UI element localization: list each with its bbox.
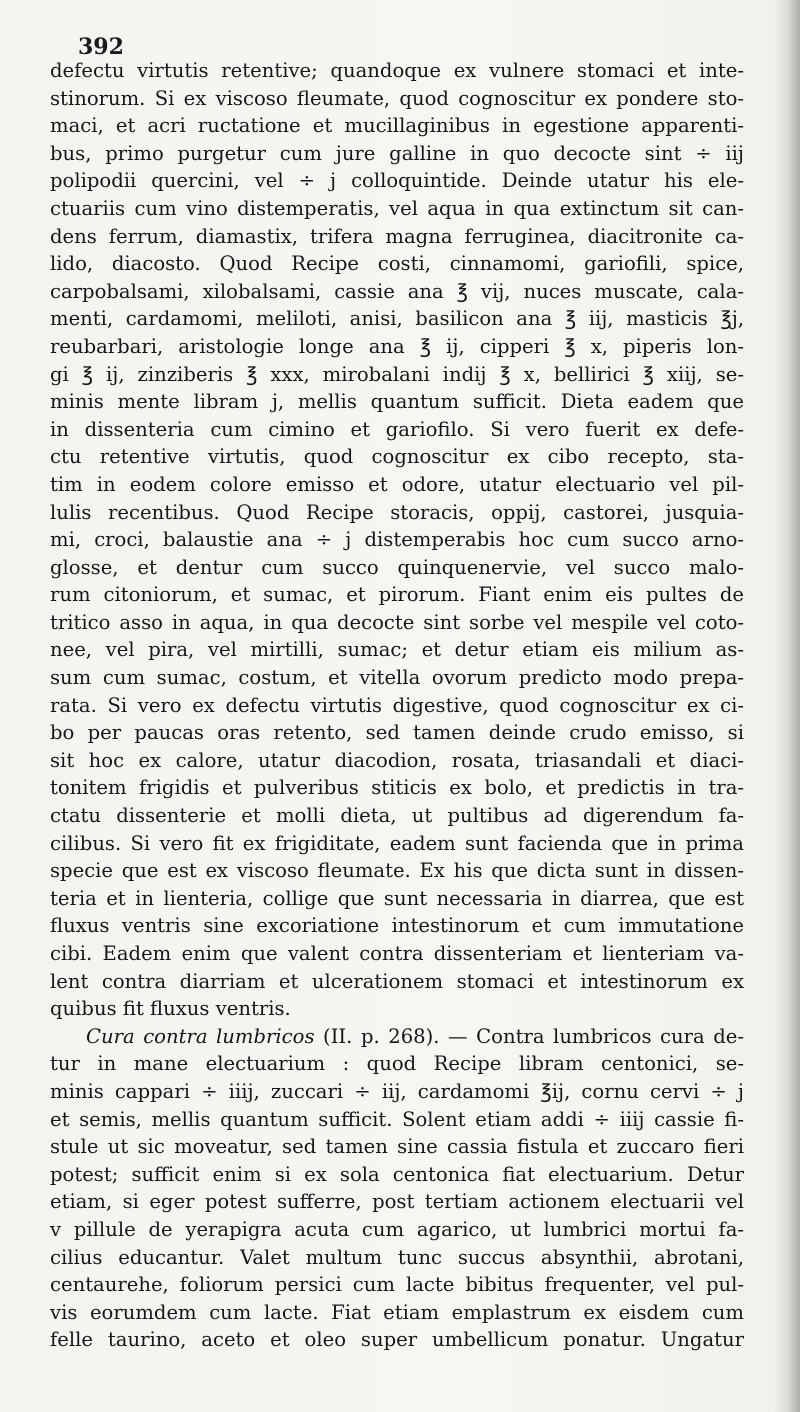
- text-line: fluxus ventris sine excoriatione intestinorum et cum immutatione: [50, 914, 744, 938]
- text-line: dens ferrum, diamastix, trifera magna ferruginea, diacitronite ca-: [50, 224, 744, 248]
- text-line: minis mente libram j, mellis quantum sufficit. Dieta eadem que: [50, 390, 744, 414]
- text-line: teria et in lienteria, collige que sunt necessaria in diarrea, que est: [50, 886, 744, 910]
- text-line: bo per paucas oras retento, sed tamen deinde crudo emisso, si: [50, 721, 744, 745]
- text-line: menti, cardamomi, meliloti, anisi, basilicon ana ℥ iij, masticis ℥j,: [50, 307, 744, 331]
- text-line: tritico asso in aqua, in qua decocte sint sorbe vel mespile vel coto-: [50, 610, 744, 634]
- text-line: centaurehe, foliorum persici cum lacte bibitus frequenter, vel pul-: [50, 1273, 744, 1297]
- text-line: quibus fit fluxus ventris.: [50, 997, 291, 1021]
- text-line: stule ut sic moveatur, sed tamen sine cassia fistula et zuccaro fieri: [50, 1135, 744, 1159]
- text-line: in dissenteria cum cimino et gariofilo. Si vero fuerit ex defe-: [50, 417, 744, 441]
- text-line: lent contra diarriam et ulcerationem stomaci et intestinorum ex: [50, 969, 744, 993]
- text-line: bus, primo purgetur cum jure galline in quo decocte sint ÷ iij: [50, 141, 744, 165]
- text-line: stinorum. Si ex viscoso fleumate, quod cognoscitur ex pondere sto-: [50, 86, 744, 110]
- section-heading-rest: (II. p. 268). — Contra lumbricos cura de-: [314, 1024, 744, 1048]
- text-line: potest; sufficit enim si ex sola centonica fiat electuarium. Detur: [50, 1162, 744, 1186]
- text-line: v pillule de yerapigra acuta cum agarico, ut lumbrici mortui fa-: [50, 1217, 744, 1241]
- page-edge-shadow: [774, 0, 800, 1412]
- text-line: ctu retentive virtutis, quod cognoscitur ex cibo recepto, sta-: [50, 445, 744, 469]
- text-line: reubarbari, aristologie longe ana ℥ ij, cipperi ℥ x, piperis lon-: [50, 334, 744, 358]
- text-line: ctatu dissenterie et molli dieta, ut pultibus ad digerendum fa-: [50, 804, 744, 828]
- text-line: vis eorumdem cum lacte. Fiat etiam emplastrum ex eisdem cum: [50, 1300, 744, 1324]
- text-line: et semis, mellis quantum sufficit. Solent etiam addi ÷ iiij cassie fi-: [50, 1107, 744, 1131]
- text-line: tur in mane electuarium : quod Recipe libram centonici, se-: [50, 1052, 744, 1076]
- text-line: cilius educantur. Valet multum tunc succus absynthii, abrotani,: [50, 1245, 744, 1269]
- page-number: 392: [78, 34, 124, 60]
- text-line: etiam, si eger potest sufferre, post tertiam actionem electuarii vel: [50, 1190, 744, 1214]
- text-line: maci, et acri ructatione et mucillaginibus in egestione apparenti-: [50, 114, 744, 138]
- text-line: sit hoc ex calore, utatur diacodion, rosata, triasandali et diaci-: [50, 748, 744, 772]
- text-line: carpobalsami, xilobalsami, cassie ana ℥ vij, nuces muscate, cala-: [50, 279, 744, 303]
- text-line: cibi. Eadem enim que valent contra dissenteriam et lienteriam va-: [50, 942, 744, 965]
- text-line: nee, vel pira, vel mirtilli, sumac; et detur etiam eis milium as-: [50, 638, 744, 662]
- text-line: rata. Si vero ex defectu virtutis digestive, quod cognoscitur ex ci-: [50, 693, 744, 717]
- text-line: polipodii quercini, vel ÷ j colloquintide. Deinde utatur his ele-: [50, 169, 744, 193]
- text-line: ctuariis cum vino distemperatis, vel aqua in qua extinctum sit can-: [50, 196, 744, 220]
- text-line: tonitem frigidis et pulveribus stiticis ex bolo, et predictis in tra-: [50, 776, 744, 800]
- text-line: defectu virtutis retentive; quandoque ex vulnere stomaci et inte-: [50, 59, 744, 82]
- text-line: gi ℥ ij, zinziberis ℥ xxx, mirobalani indij ℥ x, bellirici ℥ xiij, se-: [50, 362, 744, 386]
- text-line: sum cum sumac, costum, et vitella ovorum predicto modo prepa-: [50, 666, 744, 690]
- section-heading-italic: Cura contra lumbricos: [86, 1024, 315, 1048]
- text-line: cilibus. Si vero fit ex frigiditate, eadem sunt facienda que in prima: [50, 831, 744, 855]
- text-line: lido, diacosto. Quod Recipe costi, cinnamomi, gariofili, spice,: [50, 252, 744, 276]
- text-line: mi, croci, balaustie ana ÷ j distemperabis hoc cum succo arno-: [50, 528, 744, 552]
- section-heading-line: [50, 1023, 744, 1051]
- text-line: rum citoniorum, et sumac, et pirorum. Fiant enim eis pultes de: [50, 583, 744, 607]
- text-line: minis cappari ÷ iiij, zuccari ÷ iij, cardamomi ℥ij, cornu cervi ÷ j: [50, 1079, 744, 1103]
- text-line: glosse, et dentur cum succo quinquenervie, vel succo malo-: [50, 555, 744, 579]
- text-line: felle taurino, aceto et oleo super umbellicum ponatur. Ungatur: [50, 1328, 744, 1352]
- body-text: [50, 57, 744, 1354]
- text-line: lulis recentibus. Quod Recipe storacis, oppij, castorei, jusquia-: [50, 500, 744, 524]
- text-line: tim in eodem colore emisso et odore, utatur electuario vel pil-: [50, 472, 744, 496]
- text-line: specie que est ex viscoso fleumate. Ex his que dicta sunt in dissen-: [50, 859, 744, 883]
